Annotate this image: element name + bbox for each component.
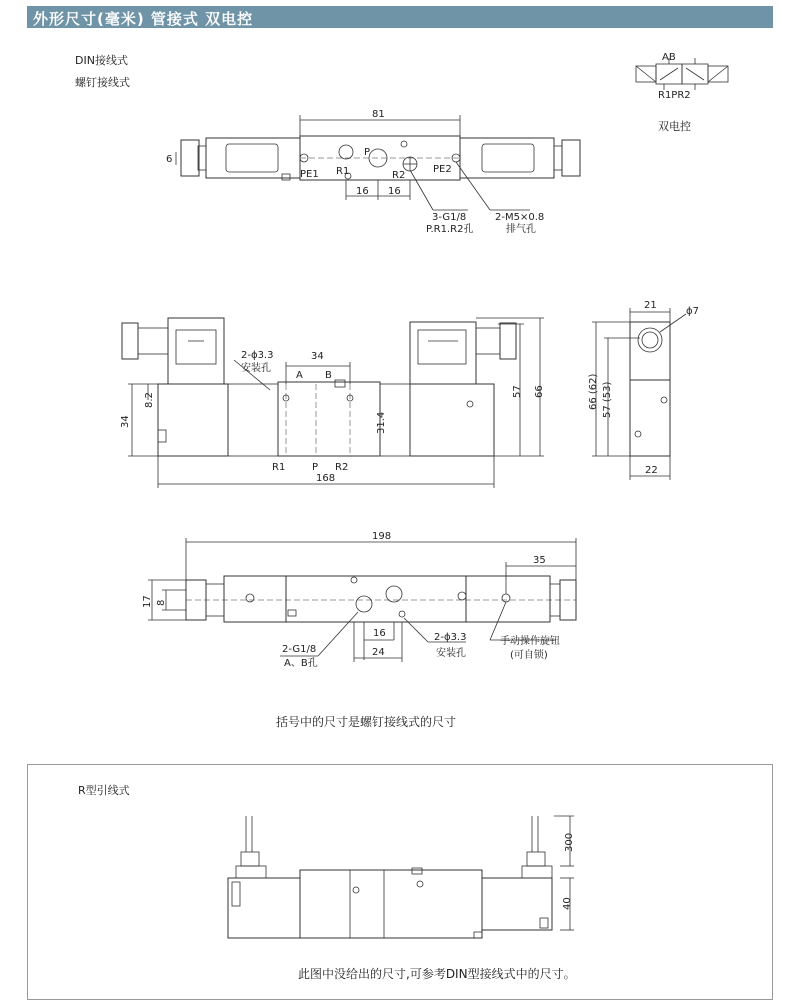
dim-phi7: ϕ7 <box>686 306 699 317</box>
top-view <box>166 109 580 235</box>
label-r1-front: R1 <box>272 462 286 473</box>
port-spec-bottom: 2-G1/8 <box>282 644 317 655</box>
r-type-label: R型引线式 <box>78 784 130 797</box>
dim-17: 17 <box>142 595 153 608</box>
dim-198: 198 <box>372 531 392 542</box>
dim-168: 168 <box>316 473 336 484</box>
dim-66-62: 66 (62) <box>588 373 599 410</box>
dim-34-top: 34 <box>311 351 324 362</box>
dim-40: 40 <box>562 897 573 910</box>
dim-21: 21 <box>644 300 657 311</box>
label-pe2: PE2 <box>433 164 452 175</box>
dim-57: 57 <box>512 385 523 398</box>
section-title: 外形尺寸(毫米) 管接式 双电控 <box>33 10 254 28</box>
screw-type-label: 螺钉接线式 <box>75 76 130 89</box>
port-spec-top: 3-G1/8 <box>432 212 467 223</box>
label-a-front: A <box>296 370 303 381</box>
dim-57-53: 57 (53) <box>602 381 613 418</box>
bottom-view <box>142 531 576 669</box>
label-p-top: P <box>364 147 371 158</box>
label-r1-top: R1 <box>336 166 350 177</box>
dim-6: 6 <box>166 154 173 165</box>
exhaust-caption: 排气孔 <box>506 224 536 235</box>
dim-81: 81 <box>372 109 385 120</box>
label-p-front: P <box>312 462 319 473</box>
dim-16-bottom: 16 <box>373 628 386 639</box>
label-b-front: B <box>325 370 332 381</box>
manual-knob-label: 手动操作旋钮 <box>500 636 560 647</box>
symbol-bottom-label: R1PR2 <box>658 90 691 101</box>
port-caption-bottom: A、B孔 <box>284 658 318 669</box>
dim-22: 22 <box>645 465 658 476</box>
front-view <box>120 318 545 488</box>
mount-caption-bottom: 安装孔 <box>436 648 466 659</box>
valve-symbol <box>636 52 728 101</box>
mount-spec-front: 2-ϕ3.3 <box>241 350 274 361</box>
label-r2-top: R2 <box>392 170 406 181</box>
dim-8: 8 <box>156 599 167 606</box>
bracket-note: 括号中的尺寸是螺钉接线式的尺寸 <box>276 715 457 729</box>
side-view <box>588 300 699 480</box>
symbol-top-label: AB <box>662 52 676 63</box>
exhaust-spec: 2-M5×0.8 <box>495 212 545 223</box>
din-type-label: DIN接线式 <box>75 54 128 67</box>
mount-spec-bottom: 2-ϕ3.3 <box>434 632 467 643</box>
dim-8-2: 8.2 <box>144 392 155 408</box>
r-type-note: 此图中没给出的尺寸,可参考DIN型接线式中的尺寸。 <box>298 967 576 981</box>
dim-24: 24 <box>372 647 385 658</box>
r-type-view <box>228 816 575 938</box>
label-r2-front: R2 <box>335 462 349 473</box>
dim-66: 66 <box>534 385 545 398</box>
symbol-caption: 双电控 <box>658 120 691 133</box>
mount-caption-front: 安装孔 <box>241 363 271 374</box>
manual-knob-caption: (可自锁) <box>510 650 548 661</box>
dim-35: 35 <box>533 555 546 566</box>
dim-34-left: 34 <box>120 415 131 428</box>
dim-300: 300 <box>564 832 575 852</box>
dim-16b: 16 <box>388 186 401 197</box>
label-pe1: PE1 <box>300 169 319 180</box>
port-caption-top: P.R1.R2孔 <box>426 224 474 235</box>
dim-16a: 16 <box>356 186 369 197</box>
dim-31-4: 31.4 <box>376 411 387 434</box>
